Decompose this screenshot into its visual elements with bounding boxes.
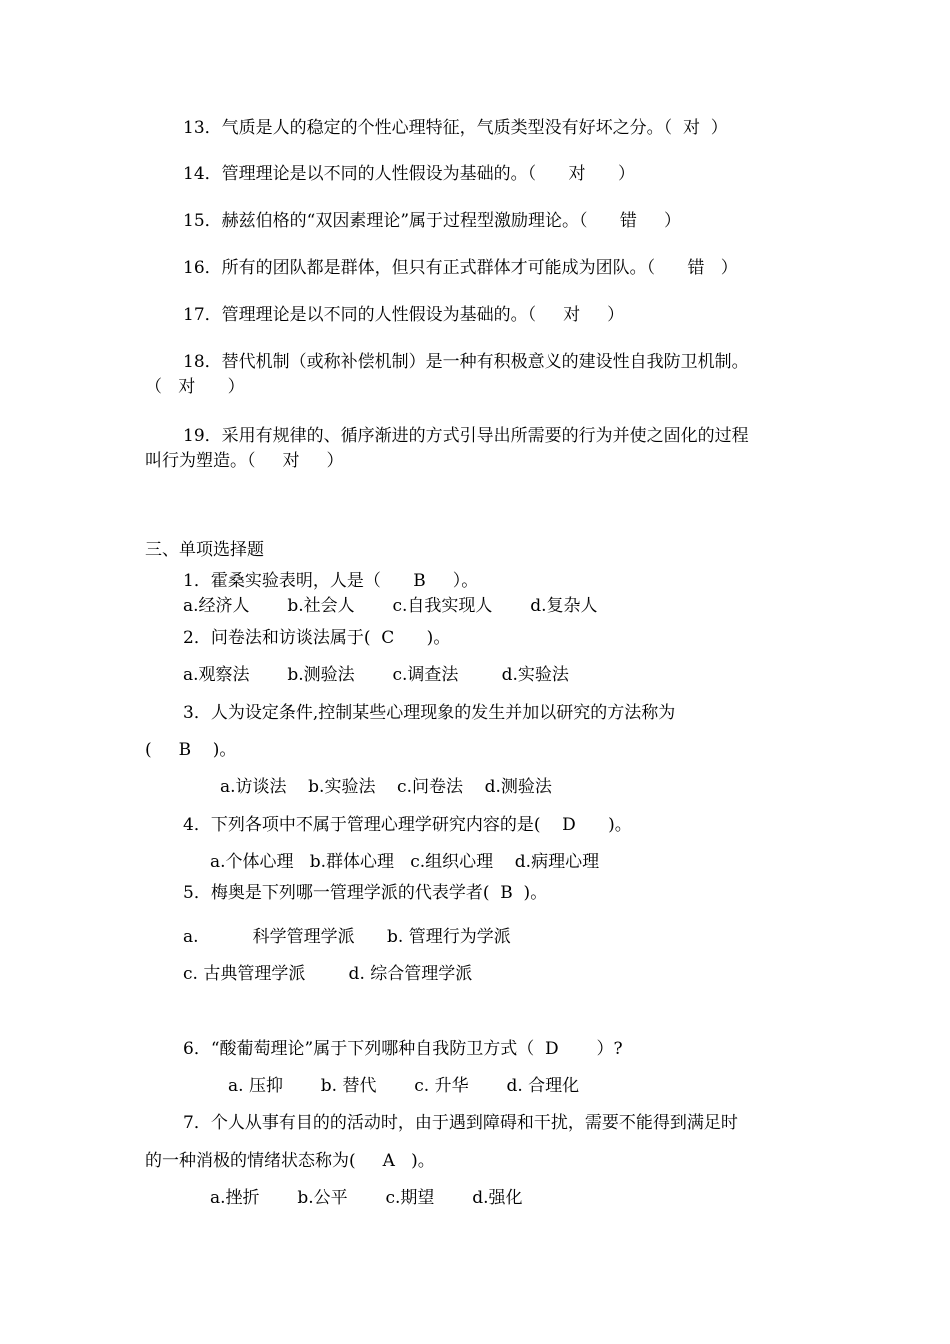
choice-question-3-cont: ( B )。 <box>145 740 237 760</box>
judgement-item-19-line2: 叫行为塑造。（ 对 ） <box>145 451 344 471</box>
choice-options-6: a. 压抑 b. 替代 c. 升华 d. 合理化 <box>228 1076 580 1096</box>
choice-question-3: 3．人为设定条件,控制某些心理现象的发生并加以研究的方法称为 <box>183 703 676 723</box>
choice-options-3: a.访谈法 b.实验法 c.问卷法 d.测验法 <box>220 777 552 797</box>
choice-options-1: a.经济人 b.社会人 c.自我实现人 d.复杂人 <box>183 596 598 616</box>
choice-options-4: a.个体心理 b.群体心理 c.组织心理 d.病理心理 <box>210 852 600 872</box>
choice-question-7: 7．个人从事有目的的活动时，由于遇到障碍和干扰，需要不能得到满足时 <box>183 1113 738 1133</box>
judgement-item-17: 17．管理理论是以不同的人性假设为基础的。（ 对 ） <box>183 305 625 325</box>
judgement-item-18-line2: （ 对 ） <box>145 377 245 397</box>
choice-options-5b: c. 古典管理学派 d. 综合管理学派 <box>183 964 473 984</box>
judgement-item-15: 15．赫兹伯格的“双因素理论”属于过程型激励理论。（ 错 ） <box>183 211 681 231</box>
judgement-item-13: 13．气质是人的稳定的个性心理特征，气质类型没有好坏之分。（ 对 ） <box>183 118 728 138</box>
section-title: 三、单项选择题 <box>145 540 264 560</box>
choice-question-1: 1．霍桑实验表明，人是（ B ）。 <box>183 571 479 591</box>
choice-options-2: a.观察法 b.测验法 c.调查法 d.实验法 <box>183 665 569 685</box>
judgement-item-19-line1: 19．采用有规律的、循序渐进的方式引导出所需要的行为并使之固化的过程 <box>183 426 749 446</box>
choice-question-7-cont: 的一种消极的情绪状态称为( A )。 <box>145 1151 435 1171</box>
choice-question-2: 2．问卷法和访谈法属于( C )。 <box>183 628 451 648</box>
choice-options-7: a.挫折 b.公平 c.期望 d.强化 <box>210 1188 523 1208</box>
choice-options-5a: a. 科学管理学派 b. 管理行为学派 <box>183 927 511 947</box>
judgement-item-18-line1: 18．替代机制（或称补偿机制）是一种有积极意义的建设性自我防卫机制。 <box>183 352 749 372</box>
judgement-item-16: 16．所有的团队都是群体，但只有正式群体才可能成为团队。（ 错 ） <box>183 258 738 278</box>
judgement-item-14: 14．管理理论是以不同的人性假设为基础的。（ 对 ） <box>183 164 635 184</box>
choice-question-5: 5．梅奥是下列哪一管理学派的代表学者( B )。 <box>183 883 548 903</box>
choice-question-6: 6．“酸葡萄理论”属于下列哪种自我防卫方式（ D ）? <box>183 1039 623 1059</box>
choice-question-4: 4．下列各项中不属于管理心理学研究内容的是( D )。 <box>183 815 632 835</box>
